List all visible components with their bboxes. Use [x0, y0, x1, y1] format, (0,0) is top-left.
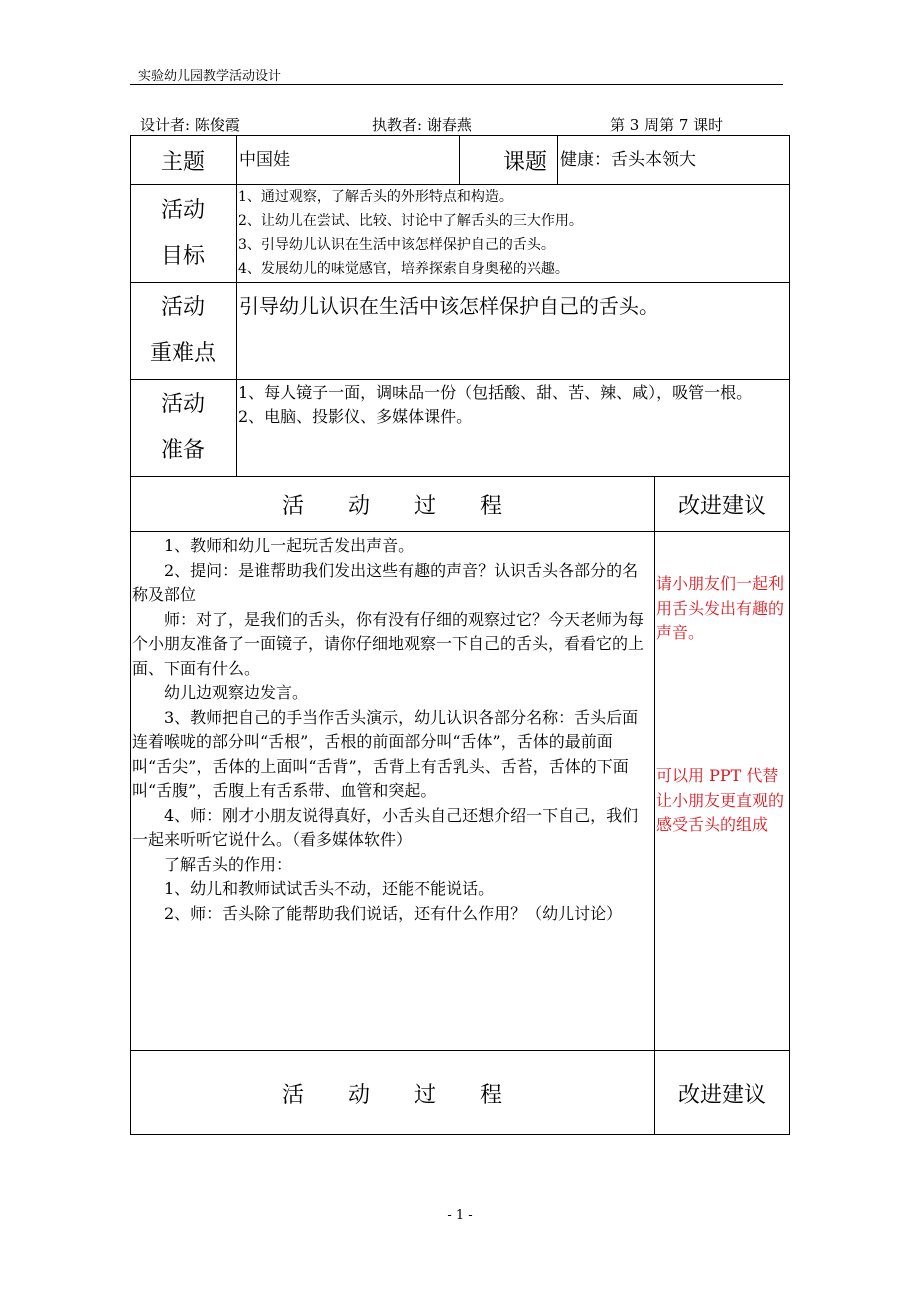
prep-list	[238, 381, 788, 429]
row-divider	[130, 531, 790, 532]
advice-note: 可以用 PPT 代替让小朋友更直观的感受舌头的组成	[656, 766, 785, 834]
process-body	[132, 534, 652, 926]
difficulty-text: 引导幼儿认识在生活中该怎样保护自己的舌头。	[239, 294, 659, 318]
process-step: 师：对了，是我们的舌头，你有没有仔细的观察过它？今天老师为每个小朋友准备了一面镜子，请你仔细地观察一下自己的舌头，看看它的上面、下面有什么。	[132, 609, 645, 678]
week-lesson-info: 第 3 周第 7 课时	[610, 116, 724, 134]
teacher-info: 执教者: 谢春燕	[372, 116, 472, 134]
goals-label-line: 活动	[160, 197, 205, 223]
goal-item: 4、发展幼儿的味觉感官，培养探索自身奥秘的兴趣。	[238, 261, 569, 277]
difficulty-label-line: 重难点	[149, 341, 216, 366]
goals-label	[130, 185, 236, 282]
process-step: 2、提问：是谁帮助我们发出这些有趣的声音？认识舌头各部分的名称及部位	[132, 560, 639, 604]
prep-item: 2、电脑、投影仪、多媒体课件。	[238, 407, 473, 426]
difficulty-label-line: 活动	[160, 295, 205, 320]
topic-label: 主题	[160, 149, 205, 175]
advice-header: 改进建议	[677, 493, 766, 519]
process-step: 1、教师和幼儿一起玩舌发出声音。	[164, 536, 415, 555]
subject-label: 课题	[502, 149, 547, 175]
goal-item: 2、让幼儿在尝试、比较、讨论中了解舌头的三大作用。	[238, 213, 583, 229]
col-divider	[236, 135, 237, 477]
page-number: - 1 -	[447, 1208, 473, 1223]
process-step: 了解舌头的作用：	[164, 854, 293, 874]
topic-value: 中国娃	[239, 150, 290, 170]
goals-list	[238, 185, 788, 281]
process-step: 3、教师把自己的手当作舌头演示，幼儿认识各部分名称：舌头后面连着喉咙的部分叫“舌根”，舌根的前面部分叫“舌体”，舌体的最前面叫“舌尖”，舌体的上面叫“舌背”，舌背上有舌乳头、舌苔，舌体的下面叫“舌腹”，舌腹上有舌系带、血管和突起。	[132, 707, 639, 800]
prep-item: 1、每人镜子一面，调味品一份（包括酸、甜、苦、辣、咸），吸管一根。	[238, 383, 753, 402]
prep-label-line: 准备	[160, 438, 205, 463]
col-divider	[654, 476, 655, 1135]
process-step: 1、幼儿和教师试试舌头不动，还能不能说话。	[164, 879, 495, 898]
process-step: 2、师：舌头除了能帮助我们说话，还有什么作用？（幼儿讨论）	[164, 903, 623, 923]
page-header-title: 实验幼儿园教学活动设计	[138, 69, 282, 84]
process-header-2: 活 动 过 程	[281, 1082, 502, 1108]
designer-info: 设计者: 陈俊霞	[140, 116, 240, 134]
process-step: 幼儿边观察边发言。	[164, 683, 309, 702]
goals-label-line: 目标	[160, 243, 205, 269]
prep-label-line: 活动	[160, 392, 205, 417]
subject-value: 健康：舌头本领大	[560, 150, 696, 170]
advice-note: 请小朋友们一起利用舌头发出有趣的声音。	[656, 574, 785, 642]
process-step: 4、师：刚才小朋友说得真好，小舌头自己还想介绍一下自己，我们一起来听听它说什么。（看多媒体软件）	[132, 805, 639, 849]
goal-item: 1、通过观察，了解舌头的外形特点和构造。	[238, 189, 513, 205]
difficulty-label	[130, 283, 236, 379]
advice-header-2: 改进建议	[677, 1082, 766, 1108]
header-rule	[130, 84, 783, 85]
process-header: 活 动 过 程	[281, 493, 502, 519]
goal-item: 3、引导幼儿认识在生活中该怎样保护自己的舌头。	[238, 237, 555, 253]
col-divider	[557, 135, 558, 185]
prep-label	[130, 380, 236, 476]
